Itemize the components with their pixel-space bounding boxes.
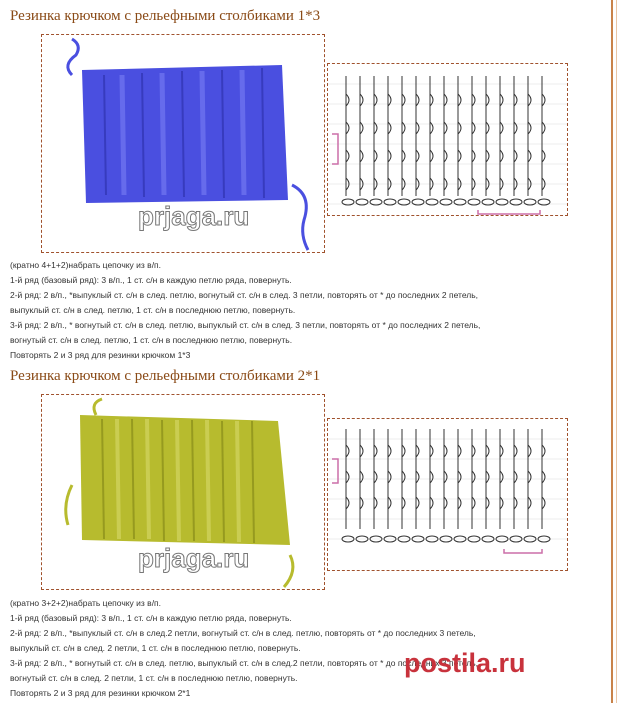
section1-swatch-image	[42, 35, 325, 253]
section1-scheme-diagram	[328, 64, 568, 216]
section2-instruction-line: выпуклый ст. с/н в след. 2 петли, 1 ст. с/н в последнюю петлю, повернуть.	[10, 643, 301, 653]
section2-watermark: prjaga.ru	[138, 543, 250, 573]
postila-watermark	[404, 648, 526, 679]
section1-title: Резинка крючком с рельефными столбиками 1*3	[10, 8, 321, 24]
section1-instruction-line: 2-й ряд: 2 в/п., *выпуклый ст. с/н в след. петлю, вогнутый ст. с/н в след. 3 петли, повторять от * до последних 2 петель,	[10, 290, 479, 300]
section2-photo	[41, 394, 325, 590]
section2-swatch-image	[42, 395, 325, 590]
section1-instruction-line: 3-й ряд: 2 в/п., * вогнутый ст. с/н в след. петлю, выпуклый ст. с/н в след. 3 петли, повторять от * до последних 2 петель,	[10, 320, 481, 330]
section1-instruction-line: выпуклый ст. с/н в след. петлю, 1 ст. с/н в последнюю петлю, повернуть.	[10, 305, 296, 315]
section2-instruction-line: (кратно 3+2+2)набрать цепочку из в/п.	[10, 598, 162, 608]
section2-instruction-line: 2-й ряд: 2 в/п., *выпуклый ст. с/н в след.2 петли, вогнутый ст. с/н в след. петлю, повторять от * до последних 3 петель,	[10, 628, 476, 638]
section1-scheme	[327, 63, 568, 216]
section1-instruction-line: 1-й ряд (базовый ряд): 3 в/п., 1 ст. с/н в каждую петлю ряда, повернуть.	[10, 275, 292, 285]
postila-watermark-text: postila.ru	[404, 648, 526, 678]
section1-photo	[41, 34, 325, 253]
section1-instructions	[10, 258, 605, 363]
section2-scheme	[327, 418, 568, 571]
section2-instruction-line: вогнутый ст. с/н в след. 2 петли, 1 ст. с/н в последнюю петлю, повернуть.	[10, 673, 298, 683]
page-right-border	[611, 0, 613, 703]
section1-scheme-repeat-marker	[332, 134, 338, 164]
section1-watermark: prjaga.ru	[138, 201, 250, 231]
section2-scheme-diagram	[328, 419, 568, 571]
section2-scheme-repeat-marker	[332, 459, 338, 483]
section1-instruction-line: (кратно 4+1+2)набрать цепочку из в/п.	[10, 260, 162, 270]
section2-title: Резинка крючком с рельефными столбиками 2*1	[10, 368, 321, 384]
section2-instruction-line: 3-й ряд: 2 в/п., * вогнутый ст. с/н в след. петлю, выпуклый ст. с/н в след.2 петли, повторять от * до последних 3 петель,	[10, 658, 479, 668]
section1-instruction-line: вогнутый ст. с/н в след. петлю, 1 ст. с/н в последнюю петлю, повернуть.	[10, 335, 293, 345]
section2-instruction-line: Повторять 2 и 3 ряд для резинки крючком 2*1	[10, 688, 191, 698]
section1-instruction-line: Повторять 2 и 3 ряд для резинки крючком 1*3	[10, 350, 191, 360]
section2-instruction-line: 1-й ряд (базовый ряд): 3 в/п., 1 ст. с/н в каждую петлю ряда, повернуть.	[10, 613, 292, 623]
